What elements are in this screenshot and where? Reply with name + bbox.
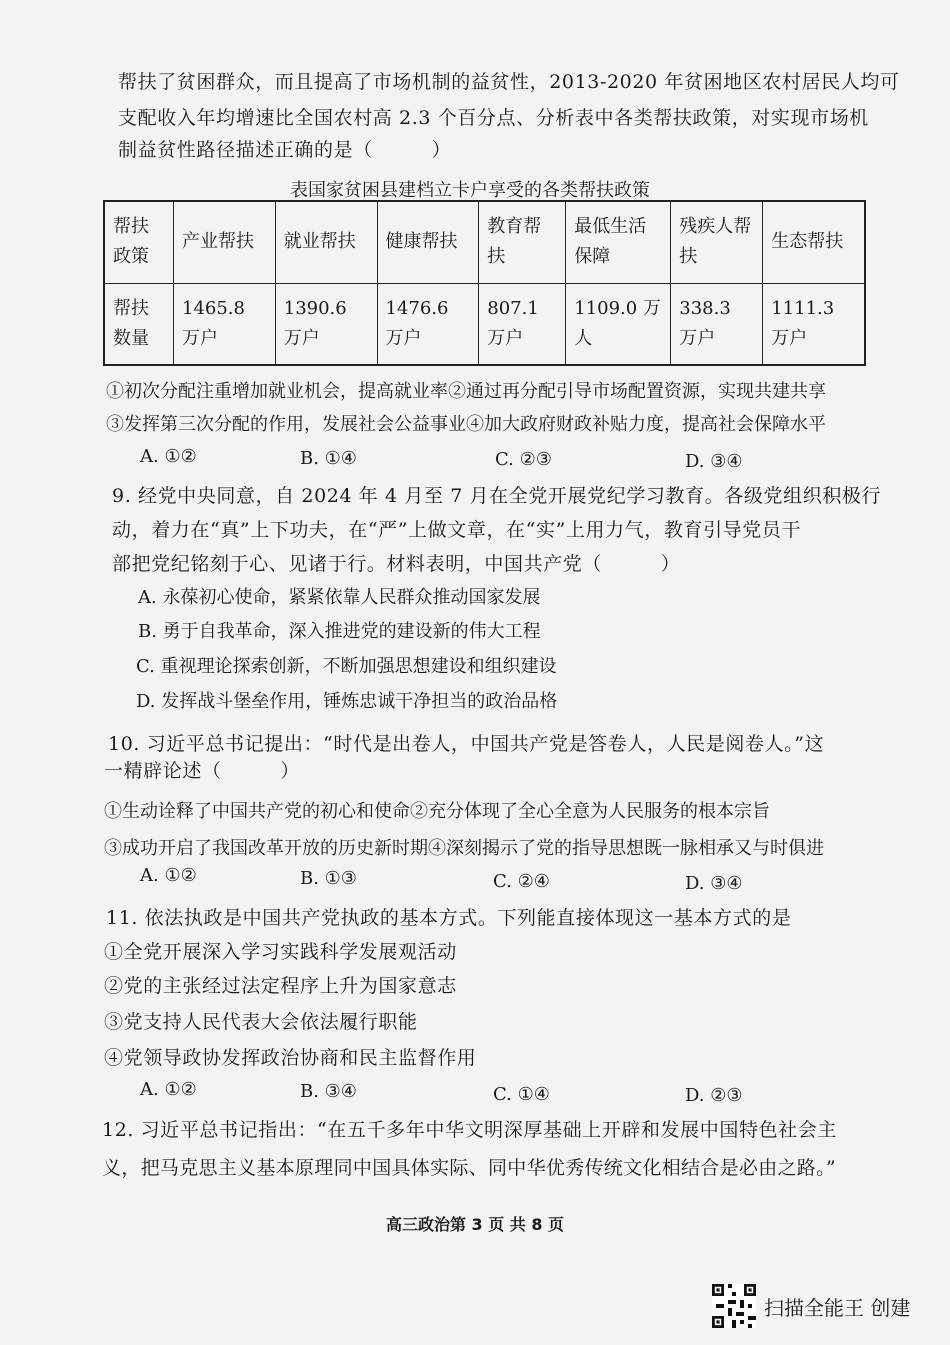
q10-option-b: B. ①③ <box>300 868 357 889</box>
q11-statement-1: ①全党开展深入学习实践科学发展观活动 <box>104 941 457 963</box>
table-header-cell: 教育帮扶 <box>479 201 566 283</box>
q11-option-d: D. ②③ <box>685 1085 743 1106</box>
q10-statement-1: ①生动诠释了中国共产党的初心和使命②充分体现了全心全意为人民服务的根本宗旨 <box>104 801 770 822</box>
table-value-cell: 338.3 万户 <box>671 283 763 365</box>
row-header-quantity: 帮扶数量 <box>104 283 174 365</box>
q11-statement-2: ②党的主张经过法定程序上升为国家意志 <box>104 975 457 997</box>
table-header-cell: 产业帮扶 <box>174 201 276 283</box>
q8-option-d: D. ③④ <box>685 451 743 472</box>
scanner-watermark: 扫描全能王 创建 <box>764 1296 911 1320</box>
table-row <box>104 201 865 283</box>
row-header-policy: 帮扶政策 <box>104 201 174 283</box>
table-value-cell: 1476.6 万户 <box>377 283 479 365</box>
table-header-cell: 生态帮扶 <box>763 201 865 283</box>
q9-stem-line-1: 9. 经党中央同意，自 2024 年 4 月至 7 月在全党开展党纪学习教育。各级党组织积极行 <box>112 485 882 507</box>
intro-line-2: 支配收入年均增速比全国农村高 2.3 个百分点、分析表中各类帮扶政策，对实现市场机 <box>118 107 869 129</box>
table-caption: 表国家贫困县建档立卡户享受的各类帮扶政策 <box>290 180 650 201</box>
q8-option-b: B. ①④ <box>300 448 357 469</box>
intro-line-1: 帮扶了贫困群众，而且提高了市场机制的益贫性，2013-2020 年贫困地区农村居民人均可 <box>118 71 900 93</box>
q8-statement-1: ①初次分配注重增加就业机会，提高就业率②通过再分配引导市场配置资源，实现共建共享 <box>106 381 826 402</box>
page-footer: 高三政治第 3 页 共 8 页 <box>385 1215 565 1234</box>
q11-statement-4: ④党领导政协发挥政治协商和民主监督作用 <box>104 1047 477 1069</box>
table-header-cell: 健康帮扶 <box>377 201 479 283</box>
q11-stem: 11. 依法执政是中国共产党执政的基本方式。下列能直接体现这一基本方式的是 <box>106 907 792 929</box>
table-value-cell: 1465.8 万户 <box>174 283 276 365</box>
q12-stem-line-2: 义，把马克思主义基本原理同中国具体实际、同中华优秀传统文化相结合是必由之路。” <box>102 1157 836 1179</box>
q12-stem-line-1: 12. 习近平总书记指出：“在五千多年中华文明深厚基础上开辟和发展中国特色社会主 <box>102 1119 837 1141</box>
table-header-cell: 残疾人帮扶 <box>671 201 763 283</box>
q10-option-c: C. ②④ <box>493 871 550 892</box>
q10-stem-line-2: 一精辟论述（ ） <box>104 760 301 782</box>
qr-code-icon <box>712 1284 756 1328</box>
q8-option-a: A. ①② <box>140 446 197 467</box>
q9-stem-line-2: 动，着力在“真”上下功夫，在“严”上做文章，在“实”上用力气，教育引导党员干 <box>112 519 802 541</box>
table-row <box>104 283 865 365</box>
q8-statement-2: ③发挥第三次分配的作用，发展社会公益事业④加大政府财政补贴力度，提高社会保障水平 <box>106 414 826 435</box>
q9-option-d: D. 发挥战斗堡垒作用，锤炼忠诚干净担当的政治品格 <box>136 691 558 712</box>
q11-statement-3: ③党支持人民代表大会依法履行职能 <box>104 1011 418 1033</box>
table-value-cell: 1109.0 万人 <box>566 283 671 365</box>
q10-stem-line-1: 10. 习近平总书记提出：“时代是出卷人，中国共产党是答卷人，人民是阅卷人。”这 <box>108 733 825 755</box>
table-value-cell: 1111.3 万户 <box>763 283 865 365</box>
q11-option-a: A. ①② <box>140 1079 197 1100</box>
table-value-cell: 1390.6 万户 <box>275 283 377 365</box>
table-value-cell: 807.1 万户 <box>479 283 566 365</box>
q10-option-a: A. ①② <box>140 865 197 886</box>
q9-option-c: C. 重视理论探索创新，不断加强思想建设和组织建设 <box>136 656 557 677</box>
q9-option-a: A. 永葆初心使命，紧紧依靠人民群众推动国家发展 <box>138 587 541 608</box>
intro-line-3: 制益贫性路径描述正确的是（ ） <box>118 139 452 161</box>
table-header-cell: 最低生活保障 <box>566 201 671 283</box>
q11-option-b: B. ③④ <box>300 1081 357 1102</box>
table-header-cell: 就业帮扶 <box>275 201 377 283</box>
q8-option-c: C. ②③ <box>495 449 552 470</box>
policy-table <box>103 200 866 366</box>
q9-option-b: B. 勇于自我革命，深入推进党的建设新的伟大工程 <box>138 621 541 642</box>
q11-option-c: C. ①④ <box>493 1084 550 1105</box>
q10-option-d: D. ③④ <box>685 873 743 894</box>
q10-statement-2: ③成功开启了我国改革开放的历史新时期④深刻揭示了党的指导思想既一脉相承又与时俱进 <box>104 838 824 859</box>
q9-stem-line-3: 部把党纪铭刻于心、见诸于行。材料表明，中国共产党（ ） <box>112 553 681 575</box>
